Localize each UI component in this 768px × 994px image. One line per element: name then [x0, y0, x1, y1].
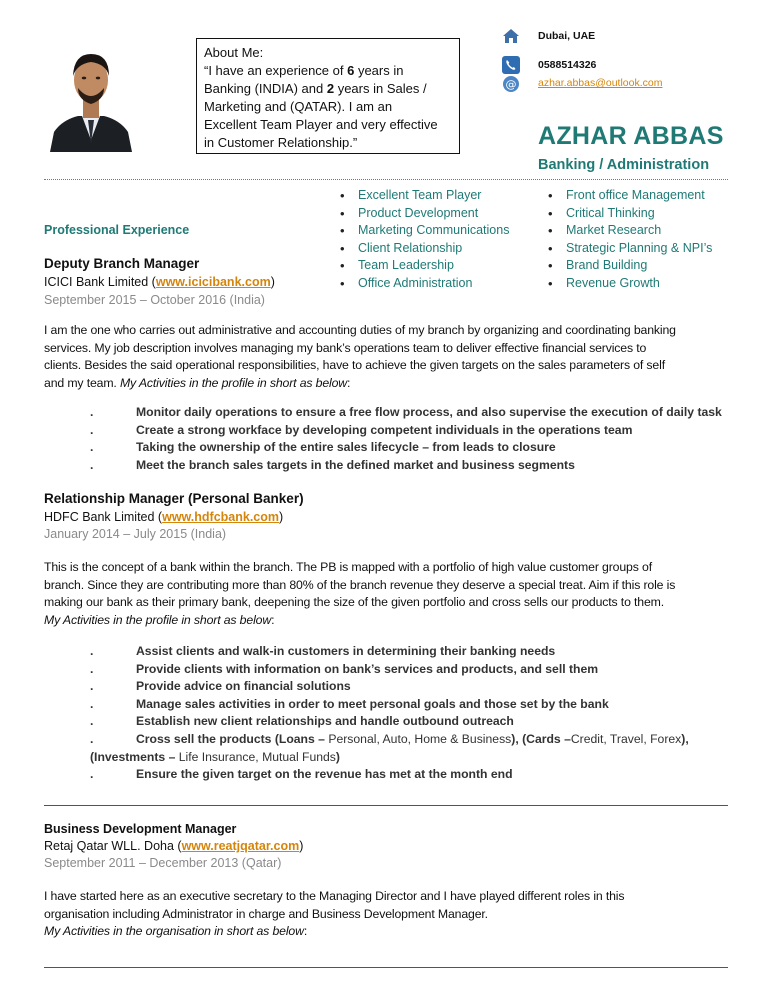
section-title-experience: Professional Experience [44, 223, 190, 237]
skill-item: • Revenue Growth [544, 275, 712, 293]
job3-company: Retaj Qatar WLL. Doha (www.reatjqatar.com) [44, 839, 304, 853]
skill-item: • Excellent Team Player [336, 187, 509, 205]
page-bottom-divider [44, 967, 728, 968]
paragraph-line: My Activities in the organisation in short as below: [44, 924, 308, 938]
phone-icon [502, 56, 520, 74]
job3-dates: September 2011 – December 2013 (Qatar) [44, 856, 282, 870]
paragraph-line: branch. Since they are contributing more than 80% of the branch revenue they deserve a special treat. Aim if this role is [44, 577, 676, 592]
paragraph-line: making our bank as their primary bank, deepening the size of the given portfolio and cross sells our products to them. [44, 595, 665, 609]
skills-list-2 [544, 187, 712, 293]
about-line-5: Excellent Team Player and very effective [204, 117, 438, 132]
paragraph-line: and my team. My Activities in the profile in short as below: [44, 375, 351, 390]
job1-title: Deputy Branch Manager [44, 256, 200, 271]
skill-item: • Marketing Communications [336, 222, 509, 240]
candidate-name: AZHAR ABBAS [538, 122, 724, 150]
skill-item: • Team Leadership [336, 257, 509, 275]
paragraph-line: clients. Besides the said operational responsibilities, have to achieve the given targets on the sales parameters of self [44, 358, 665, 372]
home-icon [502, 27, 520, 45]
about-line-4: Marketing and (QATAR). I am an [204, 99, 393, 114]
job1-company: ICICI Bank Limited (www.icicibank.com) [44, 275, 275, 289]
job3-description [44, 888, 734, 941]
skill-item: • Market Research [544, 222, 712, 240]
job2-company: HDFC Bank Limited (www.hdfcbank.com) [44, 510, 284, 524]
profile-photo [48, 40, 134, 152]
job2-company-link[interactable]: www.hdfcbank.com [162, 510, 280, 524]
job1-description [44, 322, 734, 392]
skill-item: • Product Development [336, 205, 509, 223]
job2-dates: January 2014 – July 2015 (India) [44, 527, 227, 541]
paragraph-line: I am the one who carries out administrative and accounting duties of my branch by organizing and coordinating banking [44, 323, 676, 337]
job2-description [44, 559, 734, 629]
email-icon [502, 75, 520, 93]
paragraph-line: This is the concept of a bank within the branch. The PB is mapped with a portfolio of high value customer groups of [44, 560, 652, 574]
location-text: Dubai, UAE [538, 30, 596, 42]
job2-title: Relationship Manager (Personal Banker) [44, 491, 304, 506]
about-me-box [196, 38, 460, 154]
job3-company-link[interactable]: www.reatjqatar.com [181, 839, 300, 853]
paragraph-line: I have started here as an executive secretary to the Managing Director and I have played different roles in this [44, 889, 625, 903]
about-line-6: in Customer Relationship.” [204, 135, 358, 150]
skill-item: • Front office Management [544, 187, 712, 205]
skill-item: • Strategic Planning & NPI’s [544, 240, 712, 258]
phone-text: 0588514326 [538, 59, 597, 71]
paragraph-line: My Activities in the profile in short as below: [44, 612, 275, 627]
skills-list-1 [336, 187, 509, 293]
section-divider [44, 805, 728, 806]
skill-item: • Critical Thinking [544, 205, 712, 223]
about-heading: About Me: [204, 45, 264, 60]
svg-text:@: @ [505, 78, 517, 91]
paragraph-line: organisation including Administrator in charge and Business Development Manager. [44, 906, 488, 921]
job3-title: Business Development Manager [44, 822, 237, 836]
job1-company-link[interactable]: www.icicibank.com [155, 275, 271, 289]
skill-item: • Office Administration [336, 275, 509, 293]
header-divider [44, 179, 728, 180]
about-line-3: Banking (INDIA) and 2 years in Sales / [204, 81, 427, 96]
email-link[interactable]: azhar.abbas@outlook.com [538, 77, 663, 89]
skill-item: • Brand Building [544, 257, 712, 275]
skill-item: • Client Relationship [336, 240, 509, 258]
job1-dates: September 2015 – October 2016 (India) [44, 293, 265, 307]
about-line-2: “I have an experience of 6 years in [204, 63, 404, 78]
paragraph-line: services. My job description involves managing my bank’s operations team to deliver effective financial services to [44, 340, 647, 355]
candidate-role: Banking / Administration [538, 157, 710, 173]
